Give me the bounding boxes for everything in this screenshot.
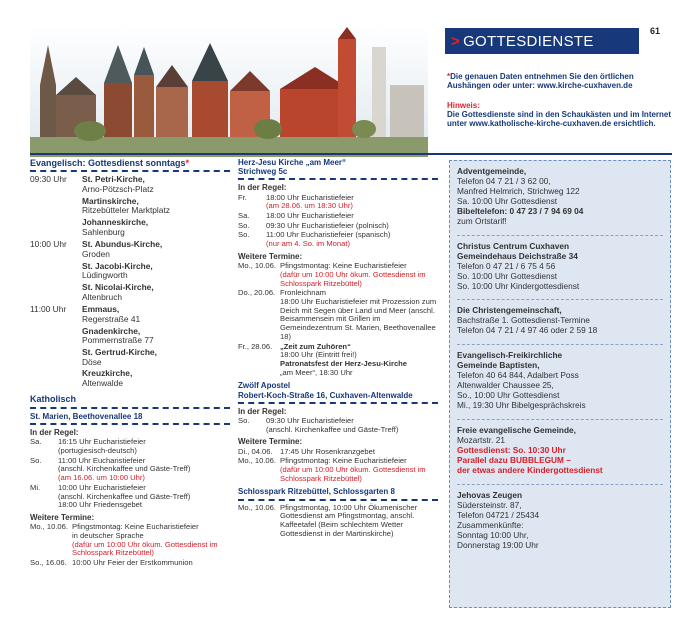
service-group: 10:00 Uhr St. Abundus-Kirche, Groden St. Jacobi-Kirche, Lüdingworth St. Nicolai-Kirche, Altenbruch — [30, 239, 163, 302]
schedule-line: Mo., 10.06. Pfingstmontag, 10:00 Uhr Ökumenischer Gottesdienst am Pfingstmontag, anschl. Kaffeetafel (Beim schlechtem Wetter Gottesdienst in der Martinskirche) — [238, 502, 418, 538]
schedule-line: So. 09:30 Uhr Eucharistiefeier (polnisch) — [238, 220, 389, 230]
schedule-line: Di., 04.06. 17:45 Uhr Rosenkranzgebet — [238, 446, 375, 456]
churches-banner-image — [30, 25, 428, 157]
schedule-line: Sa. 18:00 Uhr Eucharistiefeier — [238, 211, 354, 220]
schedule-line: Mo., 10.06. Pfingstmontag: Keine Eucharistiefeier in deutscher Sprache (dafür um 10:00 Uhr ökum. Gottesdienst im Schlosspark Ritzebüttel) — [30, 522, 218, 558]
congregation-entry: Die Christengemeinschaft, Bachstraße 1. Gottesdienst-Termine Telefon 04 7 21 / 4 97 46 oder 2 59 18 — [457, 305, 598, 336]
evangelisch-heading: Evangelisch: Gottesdienst sonntags* — [30, 158, 230, 172]
schedule-line: Mo., 10.06. Pfingstmontag: Keine Eucharistiefeier (dafür um 10:00 Uhr ökum. Gottesdienst im Schlosspark Ritzebüttel) — [238, 261, 426, 288]
service-group: 09:30 Uhr St. Petri-Kirche, Arno-Pötzsch-Platz Martinskirche, Ritzebütteler Marktplatz Johanneskirche, Sahlenburg — [30, 174, 170, 237]
title-chevron: > — [451, 33, 461, 50]
website-note: *Die genauen Daten entnehmen Sie den örtlichen Aushängen oder unter: www.kirche-cuxhaven.de — [447, 72, 634, 91]
schedule-line: Fr., 28.06. „Zeit zum Zuhören“ 18:00 Uhr (Eintritt frei!) Patronatsfest der Herz-Jesu-Kirche „am Meer“, 18:30 Uhr — [238, 341, 408, 377]
herz-jesu-heading: Herz-Jesu Kirche „am Meer“ Strichweg 5c — [238, 158, 438, 180]
service-group: 11:00 Uhr Emmaus, Regerstraße 41 Gnadenkirche, Pommernstraße 77 St. Gertrud-Kirche, Döse Kreuzkirche, Altenwalde — [30, 304, 157, 388]
congregation-entry: Evangelisch-Freikirchliche Gemeinde Baptisten, Telefon 40 64 844, Adalbert Poss Altenwalder Chaussee 25, So., 10:00 Uhr Gottesdienst Mi., 19:30 Uhr Bibelgesprächskreis — [457, 350, 586, 411]
schlosspark-heading: Schlosspark Ritzebüttel, Schlossgarten 8 — [238, 487, 438, 500]
congregation-entry: Jehovas Zeugen Südersteinstr. 87, Telefon 04721 / 25434 Zusammenkünfte: Sonntag 10:00 Uhr, Donnerstag 19:00 Uhr — [457, 489, 540, 550]
header-divider — [30, 153, 672, 155]
column-evangelisch-katholisch: Evangelisch: Gottesdienst sonntags* 09:30 Uhr St. Petri-Kirche, Arno-Pötzsch-Platz Martinskirche, Ritzebütteler Marktplatz Johanneskirche, Sahlenburg 10:00 Uhr St. Abundus-Kirche, Groden St. Jacobi-Kirche, Lüdingworth St. Nicolai-Kirche, Altenbruch 11:00 Uhr Emmaus, Regerstraße 41 Gnadenkirche, Pommernstraße 77 St. Gertrud-Kirche, Döse Kreuzkirche, Altenwalde Katholisch St. Marien, Beethovenallee 18 In der Regel: Sa. 16:15 Uhr Eucharistiefeier (portugiesisch-deutsch) So. 11:00 Uhr Eucharistiefeier (anschl. Kirchenkaffee und Gäste-Treff) (am 16.06. um 10:00 Uhr) Mi. 10:00 Uhr Eucharistiefeier (anschl. Kirchenkaffee und Gäste-Treff) 18:00 Uhr Friedensgebet Weitere Termine: Mo., 10.06. Pfingstmontag: Keine Eucharistiefeier in deutscher Sprache (dafür um 10:00 Uhr ökum. Gottesdienst im Schlosspark Ritzebüttel) So., 16.06. 10:00 Uhr Feier der Erstkommunion — [30, 158, 230, 569]
st-marien-heading: St. Marien, Beethovenallee 18 — [30, 412, 230, 425]
schedule-line: Fr. 18:00 Uhr Eucharistiefeier (am 28.06. um 18:30 Uhr) — [238, 192, 354, 211]
katholisch-heading: Katholisch — [30, 394, 230, 408]
schedule-line: So., 16.06. 10:00 Uhr Feier der Erstkommunion — [30, 558, 193, 567]
schedule-line: Sa. 16:15 Uhr Eucharistiefeier (portugiesisch-deutsch) — [30, 437, 146, 455]
schedule-line: So. 09:30 Uhr Eucharistiefeier (anschl. Kirchenkaffee und Gäste-Treff) — [238, 415, 399, 434]
schedule-line: So. 11:00 Uhr Eucharistiefeier (spanisch) (nur am 4. So. im Monat) — [238, 230, 391, 249]
zwoelf-apostel-heading: Zwölf Apostel Robert-Koch-Straße 16, Cuxhaven-Altenwalde — [238, 381, 438, 403]
schedule-line: Mi. 10:00 Uhr Eucharistiefeier (anschl. Kirchenkaffee und Gäste-Treff) 18:00 Uhr Friedensgebet — [30, 482, 191, 510]
schedule-line: So. 11:00 Uhr Eucharistiefeier (anschl. Kirchenkaffee und Gäste-Treff) (am 16.06. um 10:00 Uhr) — [30, 455, 191, 483]
congregation-entry: Christus Centrum Cuxhaven Gemeindehaus Deichstraße 34 Telefon 0 47 21 / 6 75 4 56 So. 10:00 Uhr Gottesdienst So. 10:00 Uhr Kindergottesdienst — [457, 240, 580, 291]
hinweis-text: Die Gottesdienste sind in den Schaukästen und im Internet unter www.katholische-kirche-cuxhaven.de ersichtlich. — [447, 110, 672, 129]
schedule-line: Do., 20.06. Fronleichnam 18:00 Uhr Eucharistiefeier mit Prozession zum Deich mit Segen über Land und Meer (anschl. Beisammensein mit Grillen im Gemeindezentrum St. Marien, Beethovenallee 18) — [238, 288, 437, 341]
congregation-entry: Freie evangelische Gemeinde, Mozartstr. 21 Gottesdienst: So. 10:30 Uhr Parallel dazu BUBBLEGUM – der etwas andere Kindergottesdienst — [457, 425, 603, 475]
congregation-entry: Adventgemeinde, Telefon 04 7 21 / 3 62 00, Manfred Helmrich, Strichweg 122 Sa. 10:00 Uhr Gottesdienst Bibeltelefon: 0 47 23 / 7 94 69 04 zum Ortstarif! — [457, 166, 584, 226]
other-congregations-box — [449, 160, 671, 608]
column-catholic-parishes: Herz-Jesu Kirche „am Meer“ Strichweg 5c In der Regel: Fr. 18:00 Uhr Eucharistiefeier (am 28.06. um 18:30 Uhr) Sa. 18:00 Uhr Eucharistiefeier So. 09:30 Uhr Eucharistiefeier (polnisch) So. 11:00 Uhr Eucharistiefeier (spanisch) (nur am 4. So. im Monat) Weitere Termine: Mo., 10.06. Pfingstmontag: Keine Eucharistiefeier (dafür um 10:00 Uhr ökum. Gottesdienst im Schlosspark Ritzebüttel) Do., 20.06. Fronleichnam 18:00 Uhr Eucharistiefeier mit Prozession zum Deich mit Segen über Land und Meer (anschl. Beisammensein mit Grillen im Gemeindezentrum St. Marien, Beethovenallee 18) Fr., 28.06. „Zeit zum Zuhören“ 18:00 Uhr (Eintritt frei!) Patronatsfest der Herz-Jesu-Kirche „am Meer“, 18:30 Uhr Zwölf Apostel Robert-Koch-Straße 16, Cuxhaven-Altenwalde In der Regel: So. 09:30 Uhr Eucharistiefeier (anschl. Kirchenkaffee und Gäste-Treff) Weitere Termine: Di., 04.06. 17:45 Uhr Rosenkranzgebet Mo., 10.06. Pfingstmontag: Keine Eucharistiefeier (dafür um 10:00 Uhr ökum. Gottesdienst im Schlosspark Ritzebüttel) Schlosspark Ritzebüttel, Schlossgarten 8 Mo., 10.06. Pfingstmontag, 10:00 Uhr Ökumenischer Gottesdienst am Pfingstmontag, anschl. Kaffeetafel (Beim schlechtem Wetter Gottesdienst in der Martinskirche) — [238, 158, 437, 538]
title-text: GOTTESDIENSTE — [463, 33, 594, 50]
hinweis-label: Hinweis: — [447, 101, 480, 110]
page-number: 61 — [650, 26, 661, 36]
section-title — [445, 28, 639, 54]
hinweis-note — [447, 101, 672, 129]
schedule-line: Mo., 10.06. Pfingstmontag: Keine Eucharistiefeier (dafür um 10:00 Uhr ökum. Gottesdienst im Schlosspark Ritzebüttel) — [238, 456, 426, 483]
